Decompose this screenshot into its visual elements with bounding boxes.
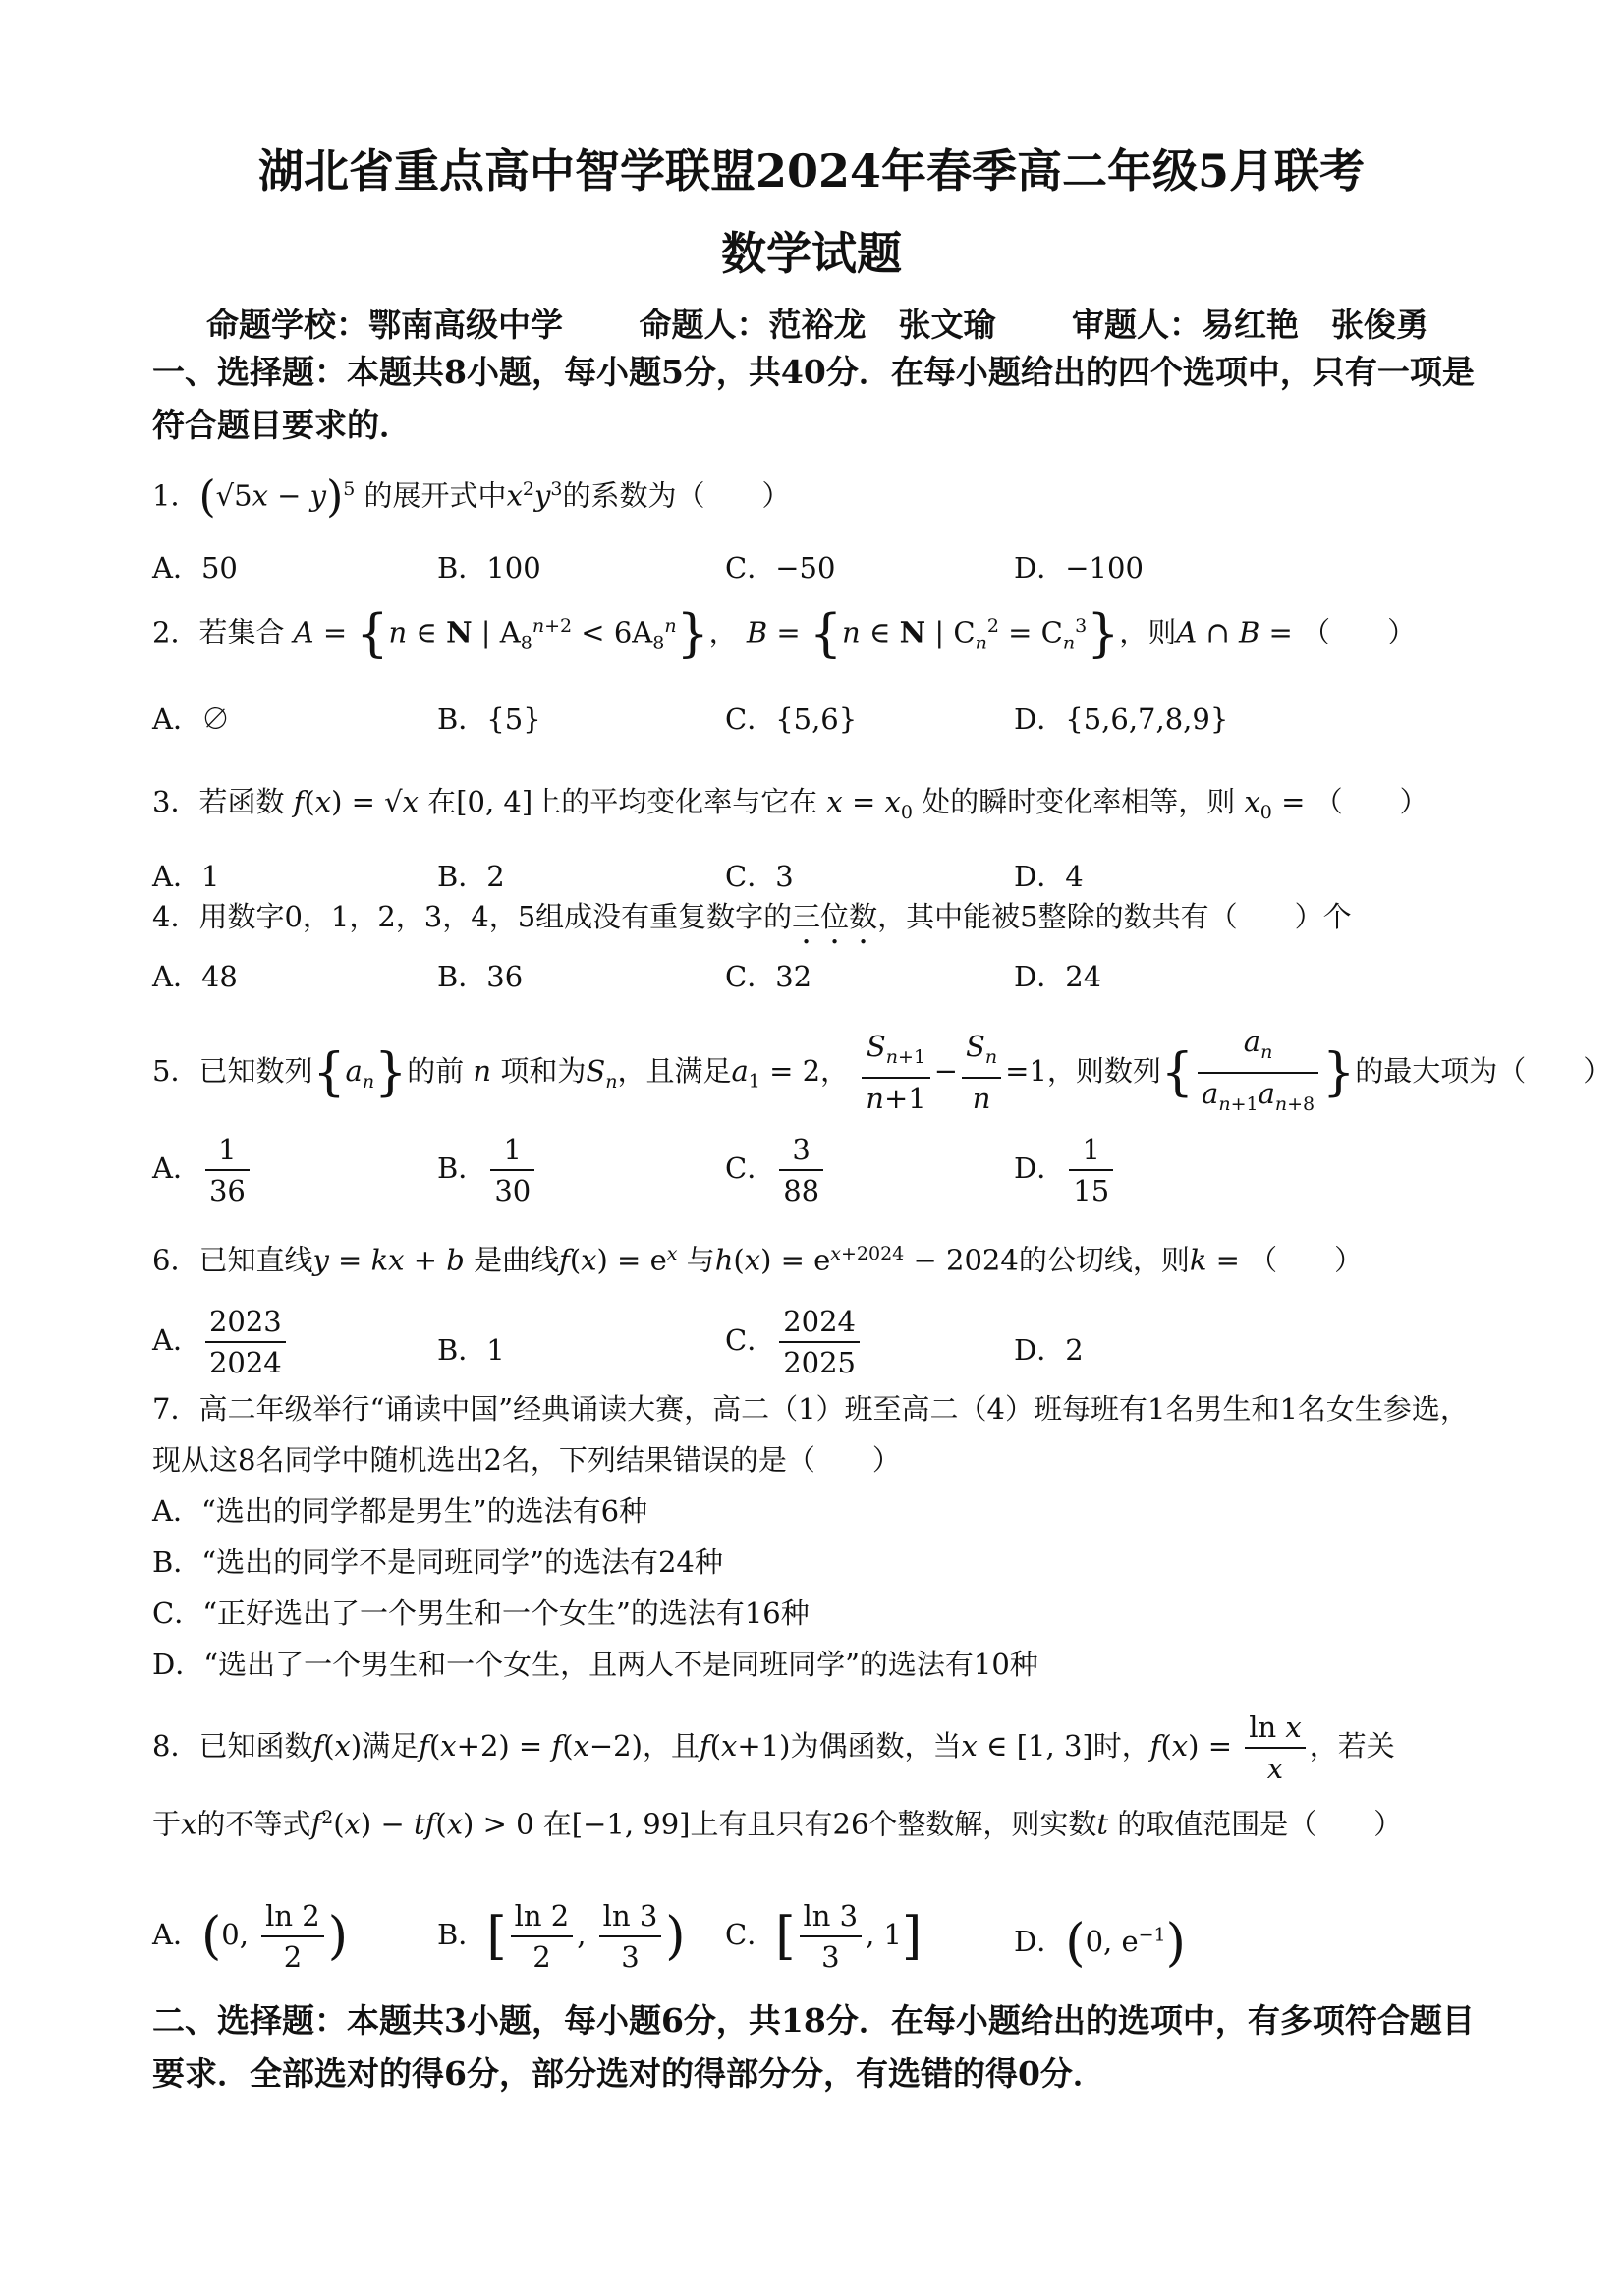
q2-option-d: D．{5,6,7,8,9} [1014,702,1229,736]
q3-option-c: C．3 [725,860,794,893]
question-3: 3．若函数 f(x) = √x 在[0, 4]上的平均变化率与它在 $x = x_0$ 处的瞬时变化率相等，则 $x_0$ = （ ） [152,785,1428,823]
q7-option-a: A．“选出的同学都是男生”的选法有6种 [152,1494,648,1528]
q2-option-a: A．∅ [152,702,230,736]
section-2-instructions: 二、选择题：本题共3小题，每小题6分，共18分．在每小题给出的选项中，有多项符合题目要求．全部选对的得6分，部分选对的得部分分，有选错的得0分． [152,2001,1475,2093]
question-8-line-2: 于x的不等式$f^2(x) - tf(x) > 0$ 在[−1, 99]上有且只有26个整数解，则实数t 的取值范围是（ ） [152,1807,1403,1841]
q6-option-d: D．2 [1014,1333,1084,1367]
question-7-line-2: 现从这8名同学中随机选出2名，下列结果错误的是（ ） [152,1443,901,1477]
q1-option-c: C．−50 [725,551,836,585]
q8-option-c: C．[ $\frac{\ln 3}{3}$ , 1] [725,1896,922,1977]
q5-option-c: C． $\frac{3}{88}$ [725,1130,827,1210]
q5-option-a: A． $\frac{1}{36}$ [152,1130,253,1210]
exam-title: 湖北省重点高中智学联盟2024年春季高二年级5月联考 [257,144,1366,197]
q5-option-b: B． $\frac{1}{30}$ [437,1130,538,1210]
exam-subtitle: 数学试题 [721,227,902,280]
question-7-line-1: 7．高二年级举行“诵读中国”经典诵读大赛，高二（1）班至高二（4）班每班有1名男生和1名女生参选， [152,1392,1469,1426]
q8-option-d: D．(0, $e^{-1}$) [1014,1914,1186,1973]
question-8-line-1: 8．已知函数f(x)满足f(x+2) = f(x−2)，且f(x+1)为偶函数，当x ∈ [1, 3]时，f(x) = $\frac{\text{ln x}}{x}$ ，若关 [152,1708,1488,1788]
q6-option-c: C． $\frac{2024}{2025}$ [725,1302,864,1382]
q2-option-b: B．{5} [437,702,541,736]
q1-option-a: A．50 [152,551,238,585]
q1-option-b: B．100 [437,551,541,585]
q7-option-d: D．“选出了一个男生和一个女生，且两人不是同班同学”的选法有10种 [152,1648,1038,1681]
q8-option-b: B．[ $\frac{\ln 2}{2}$ , $\frac{\ln 3}{3}$ ) [437,1896,686,1977]
question-4: 4．用数字0，1，2，3，4，5组成没有重复数字的三位数，其中能被5整除的数共有（ ）个 [152,900,1352,933]
exam-meta: 命题学校：鄂南高级中学 命题人：范裕龙 张文瑜 审题人：易红艳 张俊勇 [206,306,1428,344]
section-1-instructions: 一、选择题：本题共8小题，每小题5分，共40分．在每小题给出的四个选项中，只有一项是符合题目要求的． [152,353,1475,444]
q7-option-b: B．“选出的同学不是同班同学”的选法有24种 [152,1545,723,1579]
q4-option-c: C．32 [725,960,812,993]
q4-option-b: B．36 [437,960,524,993]
q6-option-a: A． $\frac{2023}{2024}$ [152,1302,290,1382]
q3-option-a: A．1 [152,860,220,893]
q3-option-b: B．2 [437,860,505,893]
question-6: 6．已知直线y = kx + b 是曲线$f(x) = e^x$ 与$h(x) = e^{x+2024} - 2024$的公切线，则k = （ ） [152,1243,1364,1277]
q7-option-c: C．“正好选出了一个男生和一个女生”的选法有16种 [152,1596,810,1630]
question-2: 2．若集合 A = {n ∈ N | $A_8^{n+2} < 6A_8^n$}， B = {n ∈ N | $C_n^2 = C_n^3$}，则A ∩ B = （ ） [152,604,1417,664]
q2-option-c: C．{5,6} [725,702,858,736]
q1-option-d: D．−100 [1014,551,1144,585]
q4-option-a: A．48 [152,960,238,993]
q6-option-b: B．1 [437,1333,505,1367]
question-5: 5．已知数列$\{a_n\}$的前 n 项和为$S_n$，且满足$a_1 = 2$， $\frac{S_{n+1}}{n+1}$ − $\frac{S_n}{n}$ =1，则数列{ $\frac{a_n}{a_{n+1}a_{n+8}}$ }的最大项为（ ） [152,1022,1488,1124]
q4-option-d: D．24 [1014,960,1102,993]
q3-option-d: D．4 [1014,860,1084,893]
q5-option-d: D． $\frac{1}{15}$ [1014,1130,1117,1210]
q8-option-a: A．(0, $\frac{\ln 2}{2}$ ) [152,1896,348,1977]
question-1: 1．$(√5x - y)^5$ 的展开式中$x^2y^3$的系数为（ ） [152,472,791,523]
